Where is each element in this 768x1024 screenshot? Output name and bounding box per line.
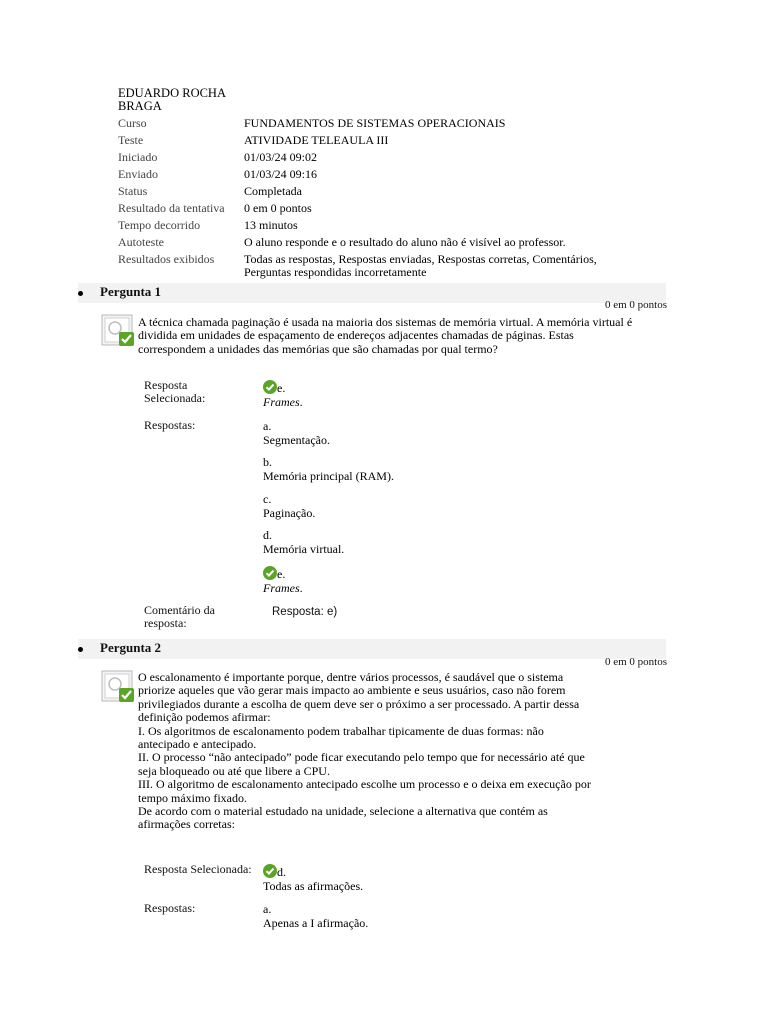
question-1-title: Pergunta 1 xyxy=(100,284,162,299)
summary-row-test: Teste ATIVIDADE TELEAULA III xyxy=(118,133,389,147)
attempt-summary xyxy=(118,87,618,283)
question-2-points: 0 em 0 pontos xyxy=(604,656,667,668)
summary-row-course: Curso FUNDAMENTOS DE SISTEMAS OPERACIONAIS xyxy=(118,116,506,130)
correct-question-icon xyxy=(101,670,135,704)
question-1-text: A técnica chamada paginação é usada na maioria dos sistemas de memória virtual. A memória virtual é dividida em unidades de espaçamento de endereços adjacentes chamadas de páginas. Estas correspondem a unidades das memórias que são chamadas por qual termo? xyxy=(138,315,633,356)
answer-comment: Resposta: e) xyxy=(272,606,338,618)
question-2-selected-answer: d. Todas as afirmações. xyxy=(263,865,364,893)
summary-row-result: Resultado da tentativa 0 em 0 pontos xyxy=(118,201,312,215)
question-1-option-d: d. Memória virtual. xyxy=(263,528,345,556)
question-1-selected-answer: e. Frames. xyxy=(263,381,303,409)
question-2-option-a: a. Apenas a I afirmação. xyxy=(263,902,369,930)
selected-answer-label: Resposta Selecionada: xyxy=(144,378,206,405)
summary-row-submitted: Enviado 01/03/24 09:16 xyxy=(118,167,318,181)
answers-label: Respostas: xyxy=(144,418,196,432)
question-1-points: 0 em 0 pontos xyxy=(604,299,667,311)
student-name: EDUARDO ROCHA BRAGA xyxy=(118,86,226,113)
bullet-icon xyxy=(78,291,83,296)
summary-row-status: Status Completada xyxy=(118,184,302,198)
question-2-header xyxy=(78,639,666,659)
question-1-option-c: c. Paginação. xyxy=(263,492,316,520)
question-1-option-e: e. Frames. xyxy=(263,567,303,595)
summary-row-selftest: Autoteste O aluno responde e o resultado do aluno não é visível ao professor. xyxy=(118,235,566,249)
summary-row-time: Tempo decorrido 13 minutos xyxy=(118,218,298,232)
summary-row-started: Iniciado 01/03/24 09:02 xyxy=(118,150,318,164)
answers-label: Respostas: xyxy=(144,901,196,915)
question-1-header xyxy=(78,283,666,303)
comment-label: Comentário da resposta: xyxy=(144,603,215,630)
correct-check-icon xyxy=(263,864,277,878)
question-2-title: Pergunta 2 xyxy=(100,640,162,655)
correct-check-icon xyxy=(263,380,277,394)
question-1-option-a: a. Segmentação. xyxy=(263,419,330,447)
summary-row-results-shown: Resultados exibidos Todas as respostas, Respostas enviadas, Respostas corretas, Comentários, Perguntas respondidas incorretamente xyxy=(118,252,597,279)
correct-question-icon xyxy=(101,314,135,348)
bullet-icon xyxy=(78,647,83,652)
question-2-text: O escalonamento é importante porque, dentre vários processos, é saudável que o sistema priorize aqueles que vão gerar mais impacto ao ambiente e seus usuários, caso não forem privilegiados durante a escolha de quem deve ser o próximo a ser processado. A partir dessa definição podemos afirmar: I. Os algoritmos de escalonamento podem trabalhar tipicamente de duas formas: não antecipado e antecipado. II. O processo “não antecipado” pode ficar executando pelo tempo que for necessário até que seja bloqueado ou até que libere a CPU. III. O algoritmo de escalonamento antecipado escolhe um processo e o deixa em execução por tempo máximo fixado. De acordo com o material estudado na unidade, selecione a alternativa que contém as afirmações corretas: xyxy=(138,670,591,832)
correct-check-icon xyxy=(263,566,277,580)
selected-answer-label: Resposta Selecionada: xyxy=(144,862,252,876)
question-1-option-b: b. Memória principal (RAM). xyxy=(263,455,394,483)
